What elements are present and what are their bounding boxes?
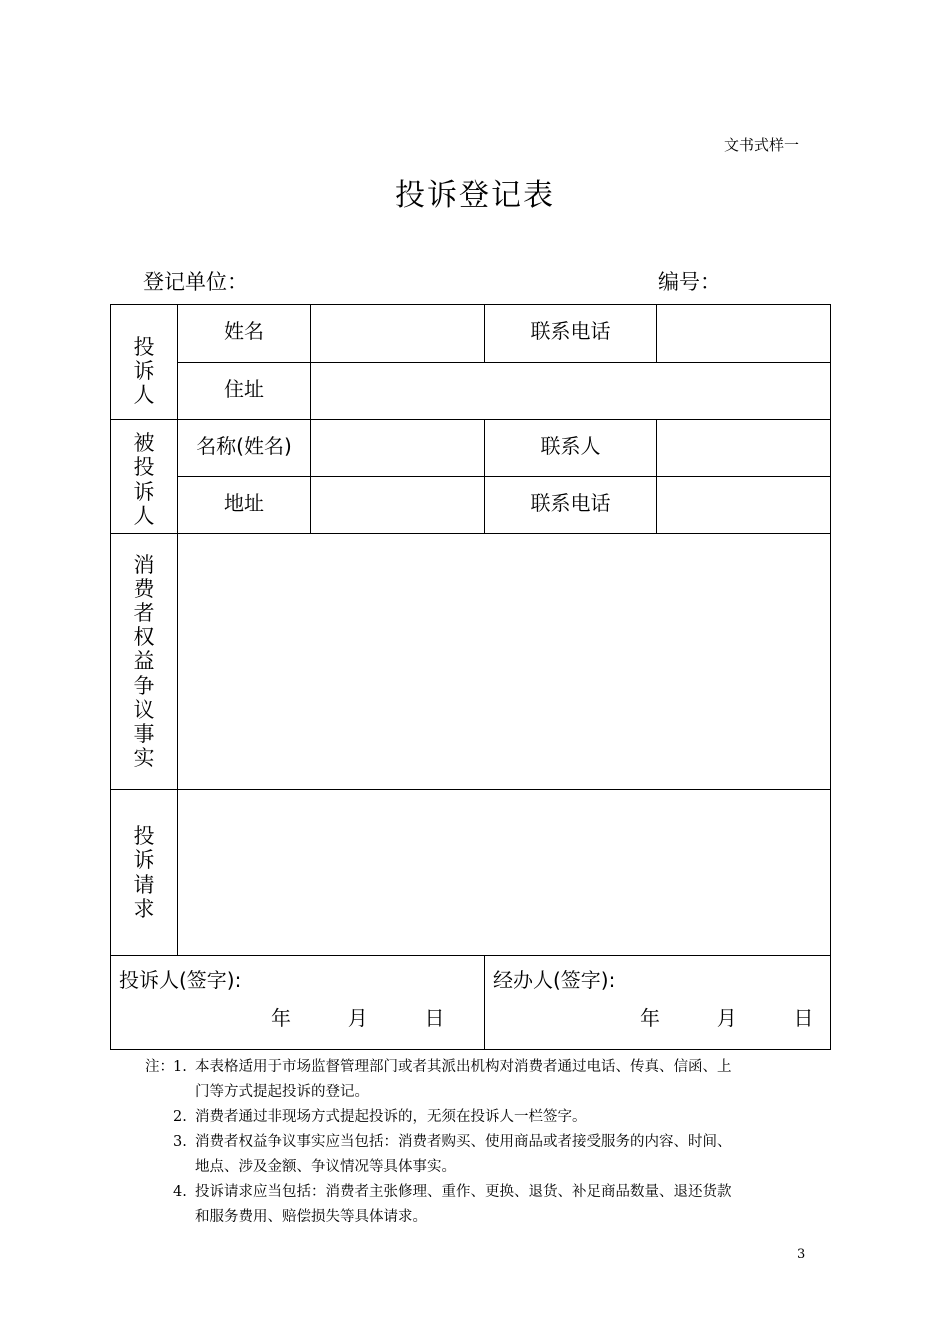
respondent-name-field[interactable] [311,420,485,477]
note-text: 投诉请求应当包括：消费者主张修理、重作、更换、退货、补足商品数量、退还货款 [195,1184,732,1200]
respondent-phone-label: 联系电话 [485,477,657,534]
respondent-contact-label: 联系人 [485,420,657,477]
respondent-address-label: 地址 [178,477,311,534]
day-label: 日 [793,1006,814,1030]
complainant-address-field[interactable] [311,363,831,420]
request-section-text: 投诉请求 [133,824,155,921]
note-number: 3. [173,1134,187,1150]
handler-signature-cell[interactable] [485,956,831,1050]
complainant-address-label: 住址 [178,363,311,420]
complainant-name-label: 姓名 [178,305,311,363]
note-item-3 [145,1130,815,1155]
note-number: 4. [173,1184,187,1200]
notes-prefix: 注： [145,1059,174,1075]
handler-date [640,1002,813,1031]
complainant-name-field[interactable] [311,305,485,363]
note-text-continued: 地点、涉及金额、争议情况等具体事实。 [195,1159,456,1175]
number-label: 编号： [658,270,721,294]
complainant-phone-field[interactable] [657,305,831,363]
day-label: 日 [424,1006,445,1030]
facts-field[interactable] [178,534,831,790]
facts-section-text: 消费者权益争议事实 [133,552,155,770]
page-title: 投诉登记表 [395,178,555,213]
year-label: 年 [271,1006,291,1030]
note-item-4 [145,1180,815,1205]
note-text: 消费者权益争议事实应当包括：消费者购买、使用商品或者接受服务的内容、时间、 [195,1134,732,1150]
note-text-continued: 和服务费用、赔偿损失等具体请求。 [195,1209,427,1225]
respondent-name-label: 名称(姓名) [178,420,311,477]
facts-section-label [111,534,178,790]
complainant-section-label [111,305,178,420]
note-item-2 [145,1105,815,1130]
complainant-signature-cell[interactable] [111,956,485,1050]
note-text-continued: 门等方式提起投诉的登记。 [195,1084,369,1100]
complainant-phone-label: 联系电话 [485,305,657,363]
respondent-address-field[interactable] [311,477,485,534]
registration-unit-label: 登记单位： [143,270,248,294]
page-number: 3 [797,1247,806,1262]
month-label: 月 [347,1006,368,1030]
note-number: 1. [173,1059,187,1075]
note-text: 消费者通过非现场方式提起投诉的，无须在投诉人一栏签字。 [195,1109,587,1125]
complainant-section-text: 投诉人 [133,334,155,408]
handler-signature-label: 经办人(签字): [493,968,616,992]
complainant-date [271,1002,444,1031]
respondent-section-label [111,420,178,534]
respondent-phone-field[interactable] [657,477,831,534]
request-field[interactable] [178,790,831,956]
respondent-section-text: 被投诉人 [133,431,155,528]
notes-section [145,1055,815,1230]
respondent-contact-field[interactable] [657,420,831,477]
note-item-1 [145,1055,815,1080]
request-section-label [111,790,178,956]
month-label: 月 [716,1006,737,1030]
doc-style-label: 文书式样一 [724,136,800,154]
complaint-form-table [110,304,831,1050]
complainant-signature-label: 投诉人(签字): [119,968,242,992]
note-text: 本表格适用于市场监督管理部门或者其派出机构对消费者通过电话、传真、信函、上 [195,1059,732,1075]
year-label: 年 [640,1006,660,1030]
note-number: 2. [173,1109,187,1125]
